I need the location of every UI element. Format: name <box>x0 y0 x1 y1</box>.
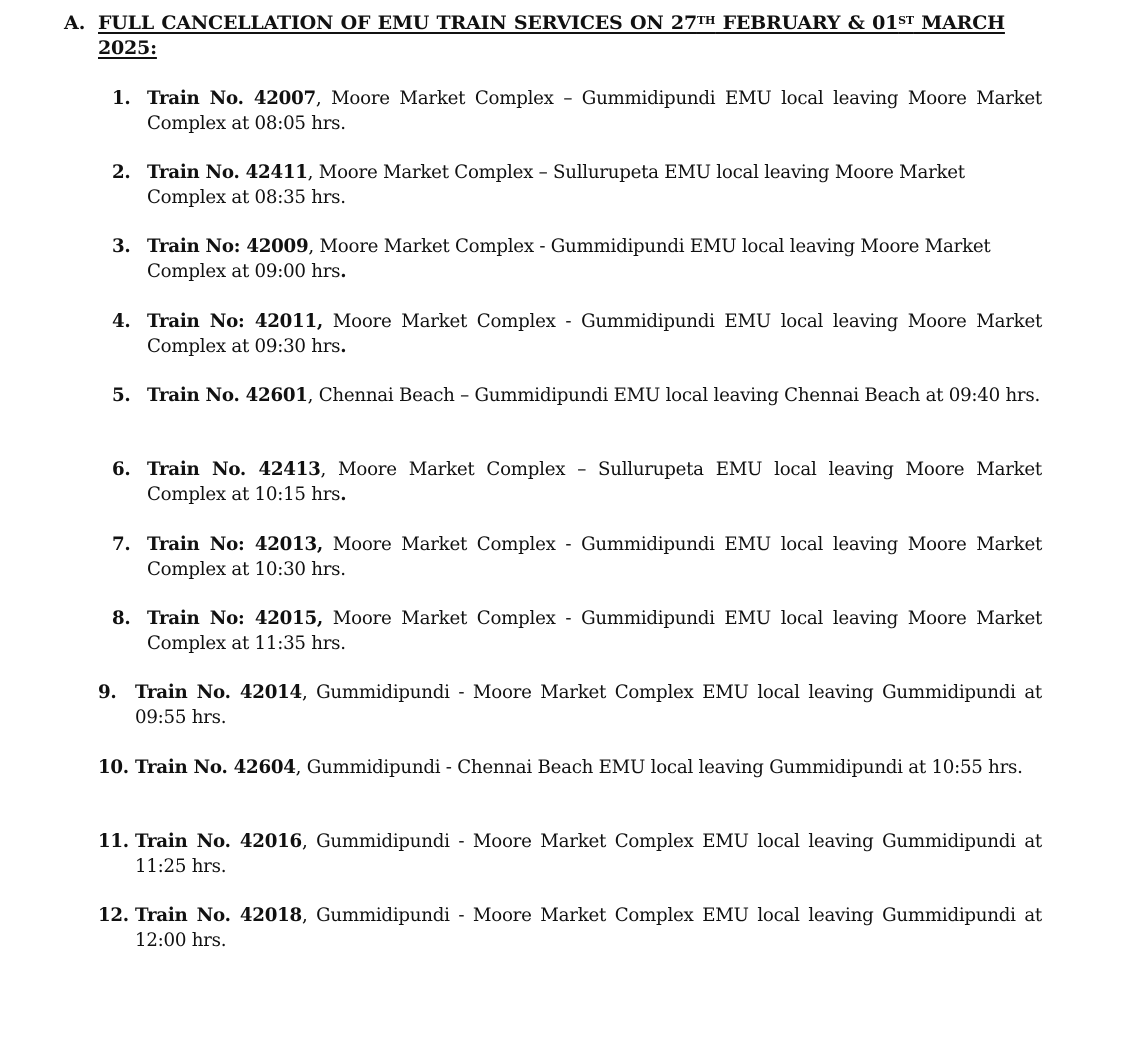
list-item <box>112 87 1042 136</box>
list-item <box>98 756 1042 781</box>
item-text <box>147 87 1042 136</box>
item-number: 1. <box>112 88 131 109</box>
item-end: . <box>1017 757 1023 778</box>
train-number: Train No. 42411 <box>147 162 308 183</box>
item-end: . <box>340 335 347 357</box>
item-number: 12. <box>98 905 129 926</box>
train-number: Train No: 42013, <box>147 534 323 555</box>
train-number: Train No: 42011, <box>147 311 323 332</box>
item-end: . <box>220 706 227 728</box>
title-sup-1: TH <box>696 14 716 27</box>
list-item <box>98 904 1042 953</box>
train-number: Train No: 42009 <box>147 236 309 257</box>
item-end: . <box>340 483 347 505</box>
train-description: , Gummidipundi - Moore Market Complex EMU local leaving Gummidipundi at 09:55 hrs <box>135 682 1042 728</box>
list-item <box>112 533 1042 582</box>
train-number: Train No. 42018 <box>135 905 302 926</box>
item-text <box>147 161 1042 210</box>
train-number: Train No: 42015, <box>147 608 323 629</box>
train-description: Moore Market Complex - Gummidipundi EMU local leaving Moore Market Complex at 10:30 hrs <box>147 534 1043 580</box>
list-item <box>98 681 1042 730</box>
item-number: 8. <box>112 608 131 629</box>
list-item <box>112 458 1042 507</box>
train-description: , Chennai Beach – Gummidipundi EMU local leaving Chennai Beach at 09:40 hrs <box>307 385 1035 406</box>
train-description: , Gummidipundi - Chennai Beach EMU local leaving Gummidipundi at 10:55 hrs <box>295 757 1018 778</box>
section-title <box>98 11 1044 61</box>
item-number: 2. <box>112 162 131 183</box>
title-part-2: FEBRUARY & 01 <box>715 12 899 34</box>
train-description: , Moore Market Complex - Gummidipundi EMU local leaving Moore Market Complex at 09:00 hrs <box>147 236 991 282</box>
list-item <box>112 310 1042 359</box>
title-part-1: FULL CANCELLATION OF EMU TRAIN SERVICES ON 27 <box>98 12 697 34</box>
item-text <box>135 756 1042 781</box>
list-item <box>112 235 1042 284</box>
item-text <box>147 533 1042 582</box>
item-number: 10. <box>98 757 129 778</box>
train-number: Train No. 42604 <box>135 757 296 778</box>
item-end: . <box>220 855 227 877</box>
train-description: , Moore Market Complex – Sullurupeta EMU local leaving Moore Market Complex at 08:35 hrs <box>147 162 965 208</box>
item-number: 6. <box>112 459 131 480</box>
train-number: Train No. 42413 <box>147 459 321 480</box>
train-description: Moore Market Complex - Gummidipundi EMU local leaving Moore Market Complex at 09:30 hrs <box>147 311 1043 357</box>
list-item <box>112 607 1042 656</box>
item-text <box>147 384 1042 409</box>
item-end: . <box>340 632 346 654</box>
item-text <box>135 830 1042 879</box>
item-end: . <box>1034 385 1040 406</box>
section-letter: A. <box>64 12 86 34</box>
item-number: 5. <box>112 385 131 406</box>
list-item <box>112 384 1042 409</box>
item-text <box>147 235 1042 284</box>
train-description: , Gummidipundi - Moore Market Complex EMU local leaving Gummidipundi at 11:25 hrs <box>135 831 1042 877</box>
train-number: Train No. 42014 <box>135 682 302 703</box>
item-text <box>135 904 1042 953</box>
item-number: 3. <box>112 236 131 257</box>
train-description: , Moore Market Complex – Sullurupeta EMU local leaving Moore Market Complex at 10:15 hrs <box>147 459 1042 505</box>
item-text <box>147 607 1042 656</box>
title-part-3: MARCH 2025: <box>98 12 1005 59</box>
item-text <box>135 681 1042 730</box>
list-item <box>98 830 1042 879</box>
item-number: 4. <box>112 311 131 332</box>
item-end: . <box>340 112 346 134</box>
train-description: , Gummidipundi - Moore Market Complex EMU local leaving Gummidipundi at 12:00 hrs <box>135 905 1042 951</box>
item-number: 11. <box>98 831 129 852</box>
item-number: 9. <box>98 682 117 703</box>
list-item <box>112 161 1042 210</box>
item-end: . <box>340 260 347 282</box>
item-text <box>147 458 1042 507</box>
train-description: Moore Market Complex - Gummidipundi EMU local leaving Moore Market Complex at 11:35 hrs <box>147 608 1043 654</box>
item-end: . <box>340 558 346 580</box>
item-number: 7. <box>112 534 131 555</box>
train-number: Train No. 42601 <box>147 385 308 406</box>
item-end: . <box>220 929 227 951</box>
section-heading <box>64 11 1044 61</box>
train-number: Train No. 42007 <box>147 88 316 109</box>
title-sup-2: ST <box>898 14 914 27</box>
train-description: , Moore Market Complex – Gummidipundi EMU local leaving Moore Market Complex at 08:05 hrs <box>147 88 1042 134</box>
train-number: Train No. 42016 <box>135 831 302 852</box>
item-end: . <box>340 186 346 208</box>
item-text <box>147 310 1042 359</box>
